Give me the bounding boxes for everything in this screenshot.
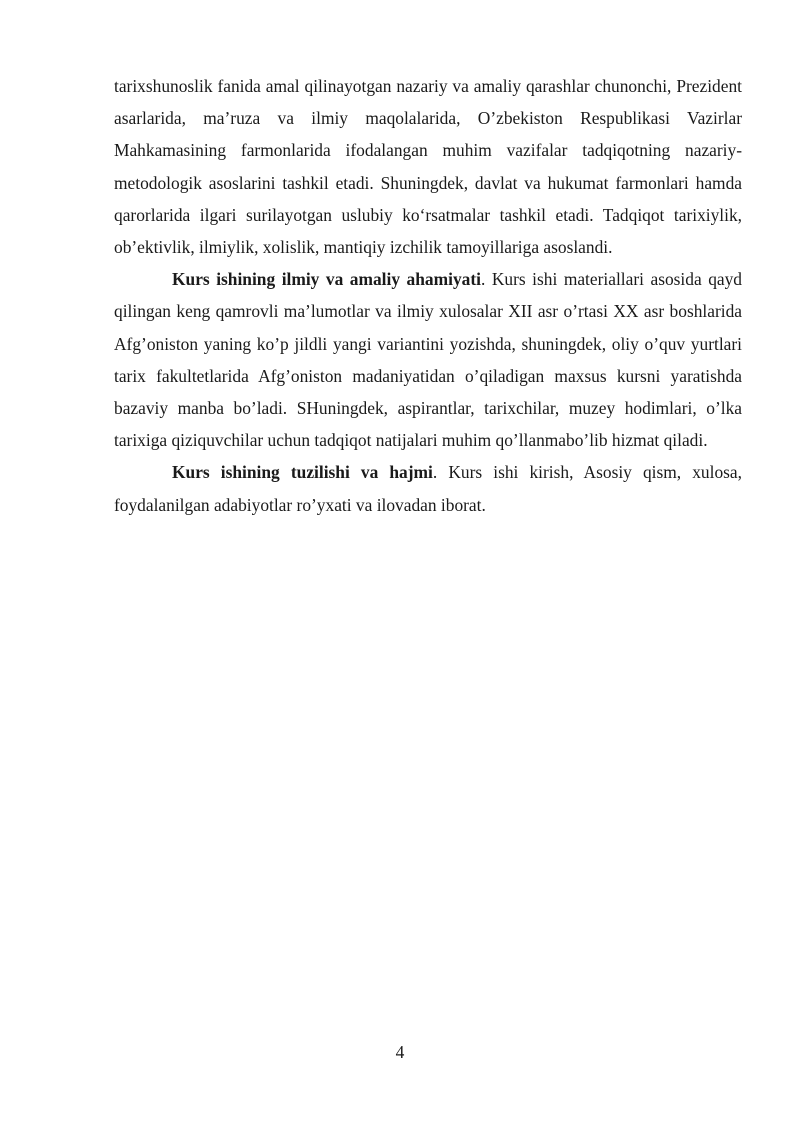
paragraph-methodology (114, 70, 742, 263)
page-number: 4 (395, 1042, 405, 1062)
significance-text: . Kurs ishi materiallari asosida qayd qilingan keng qamrovli ma’lumotlar va ilmiy xulosalar XII asr o’rtasi XX asr boshlarida Afg’oniston yaning ko’p jildli yangi variantini yozishda, shuningdek, oliy o’quv yurtlari tarix fakultetlarida Afg’oniston madaniyatidan o’qiladigan maxsus kursni yaratishda bazaviy manba bo’ladi. SHuningdek, aspirantlar, tarixchilar, muzey hodimlari, o’lka tarixiga qiziquvchilar uchun tadqiqot natijalari muhim qo’llanmabo’lib hizmat qiladi. (114, 269, 742, 451)
paragraph-significance (114, 263, 742, 456)
significance-heading: Kurs ishining ilmiy va amaliy ahamiyati (172, 269, 481, 290)
paragraph-structure (114, 456, 742, 520)
paragraph-methodology-text: tarixshunoslik fanida amal qilinayotgan nazariy va amaliy qarashlar chunonchi, Prezident asarlarida, ma’ruza va ilmiy maqolalarida, O’zbekiston Respublikasi Vazirlar Mahkamasining farmonlarida ifodalangan muhim vazifalar tadqiqotning nazariy-metodologik asoslarini tashkil etadi. Shuningdek, davlat va hukumat farmonlari hamda qarorlarida ilgari surilayotgan uslubiy ko‘rsatmalar tashkil etadi. Tadqiqot tarixiylik, ob’ektivlik, ilmiylik, xolislik, mantiqiy izchilik tamoyillariga asoslandi. (114, 76, 742, 258)
structure-heading: Kurs ishining tuzilishi va hajmi (172, 462, 433, 483)
structure-text: . Kurs ishi kirish, Asosiy qism, xulosa, foydalanilgan adabiyotlar ro’yxati va ilovadan iborat. (114, 462, 742, 515)
body-text (114, 70, 742, 521)
